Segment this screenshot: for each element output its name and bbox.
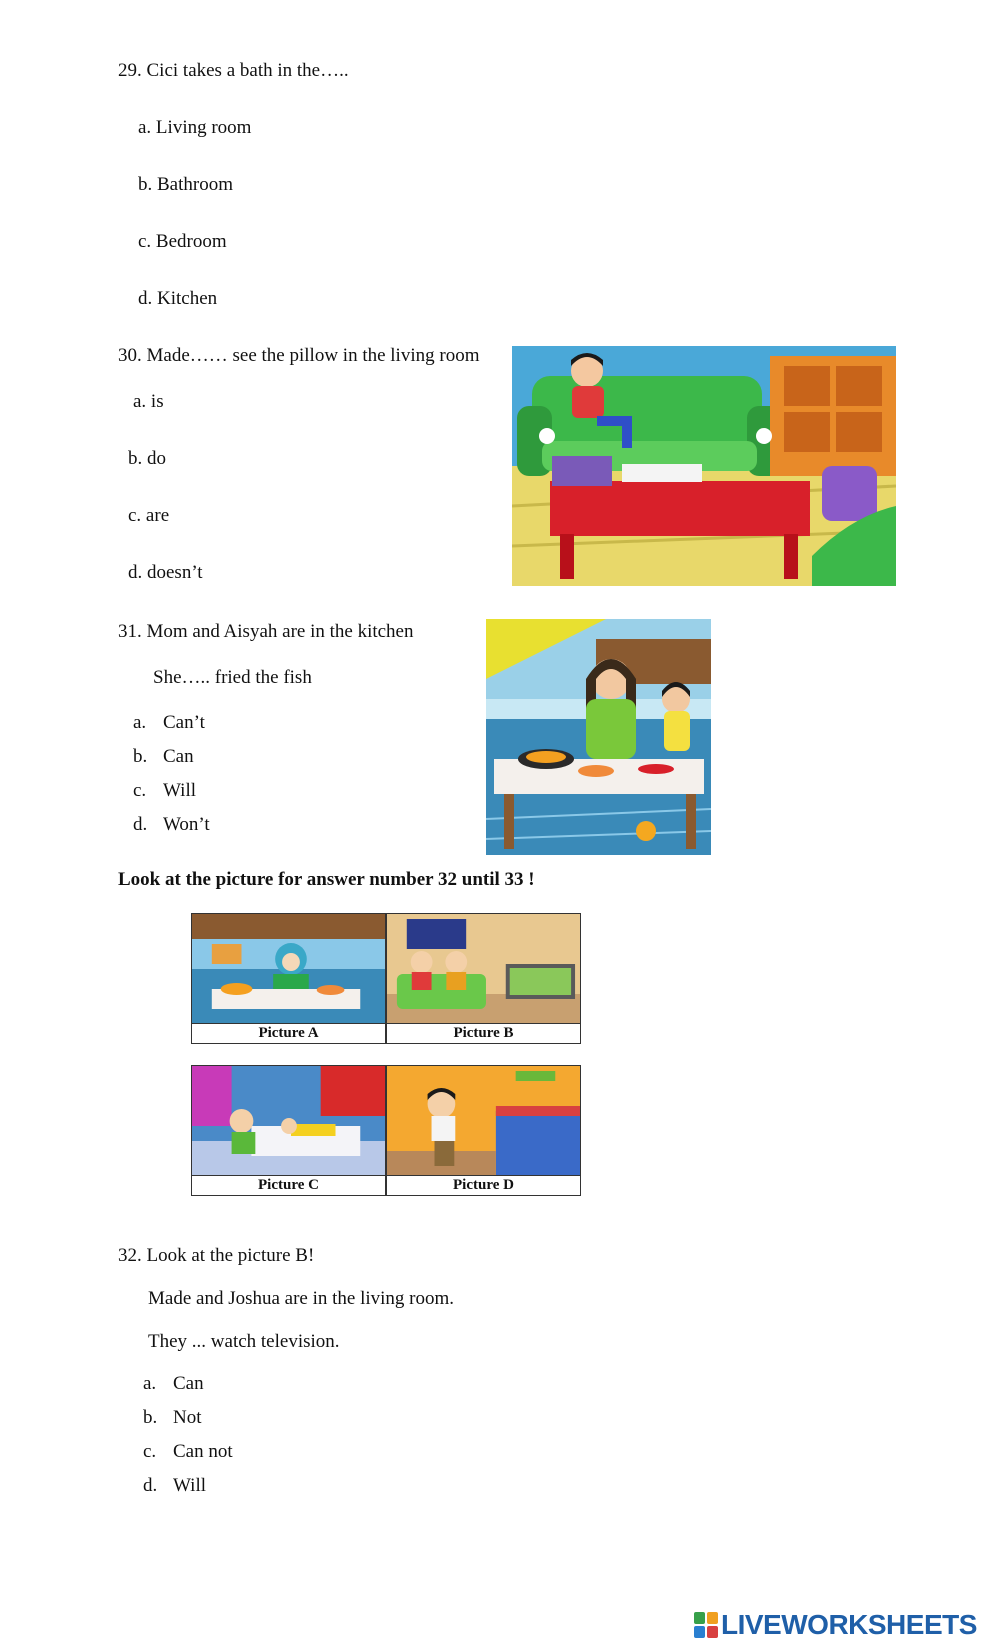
picture-a-caption: Picture A	[192, 1023, 385, 1043]
q32-option-a-letter: a.	[143, 1373, 157, 1394]
q31-question: 31. Mom and Aisyah are in the kitchen	[118, 621, 414, 642]
liveworksheets-logo-text: LIVEWORKSHEETS	[721, 1609, 977, 1640]
picture-a	[191, 913, 386, 1044]
q31-option-c-letter: c.	[133, 780, 147, 801]
q32-option-b[interactable]: Not	[173, 1407, 202, 1428]
picture-c-image	[192, 1066, 385, 1176]
q31-subline: She….. fried the fish	[153, 667, 312, 688]
q30-option-d[interactable]: d. doesn’t	[128, 562, 203, 583]
q31-option-c[interactable]: Will	[163, 780, 197, 801]
q29-question: 29. Cici takes a bath in the…..	[118, 60, 349, 81]
q30-question: 30. Made…… see the pillow in the living room	[118, 345, 480, 366]
q30-option-b[interactable]: b. do	[128, 448, 166, 469]
picture-a-image	[192, 914, 385, 1024]
q30-option-a[interactable]: a. is	[133, 391, 164, 412]
q32-line2: They ... watch television.	[148, 1331, 340, 1352]
q31-option-a-letter: a.	[133, 712, 147, 733]
living-room-illustration	[512, 346, 896, 586]
q32-option-d[interactable]: Will	[173, 1475, 207, 1496]
q31-option-b[interactable]: Can	[163, 746, 194, 767]
q31-option-b-letter: b.	[133, 746, 148, 767]
picture-b-caption: Picture B	[387, 1023, 580, 1043]
q32-option-b-letter: b.	[143, 1407, 158, 1428]
q31-option-d[interactable]: Won’t	[163, 814, 210, 835]
q32-question: 32. Look at the picture B!	[118, 1245, 315, 1266]
picture-b	[386, 913, 581, 1044]
picture-d-image	[387, 1066, 580, 1176]
q29-option-b[interactable]: b. Bathroom	[138, 174, 233, 195]
q30-option-c[interactable]: c. are	[128, 505, 170, 526]
instruction-text: Look at the picture for answer number 32 until 33 !	[118, 869, 535, 890]
liveworksheets-logo[interactable]	[694, 1611, 977, 1639]
picture-c-caption: Picture C	[192, 1175, 385, 1195]
q32-option-a[interactable]: Can	[173, 1373, 204, 1394]
q29-option-a[interactable]: a. Living room	[138, 117, 252, 138]
q32-line1: Made and Joshua are in the living room.	[148, 1288, 455, 1309]
picture-b-image	[387, 914, 580, 1024]
q31-option-a[interactable]: Can’t	[163, 712, 205, 733]
picture-d-caption: Picture D	[387, 1175, 580, 1195]
picture-grid	[191, 913, 585, 1196]
q32-option-c[interactable]: Can not	[173, 1441, 233, 1462]
q32-option-d-letter: d.	[143, 1475, 158, 1496]
picture-d	[386, 1065, 581, 1196]
q29-option-c[interactable]: c. Bedroom	[138, 231, 227, 252]
liveworksheets-logo-icon	[694, 1612, 718, 1638]
q29-option-d[interactable]: d. Kitchen	[138, 288, 218, 309]
q31-option-d-letter: d.	[133, 814, 148, 835]
picture-c	[191, 1065, 386, 1196]
kitchen-illustration	[486, 619, 711, 855]
q32-option-c-letter: c.	[143, 1441, 157, 1462]
